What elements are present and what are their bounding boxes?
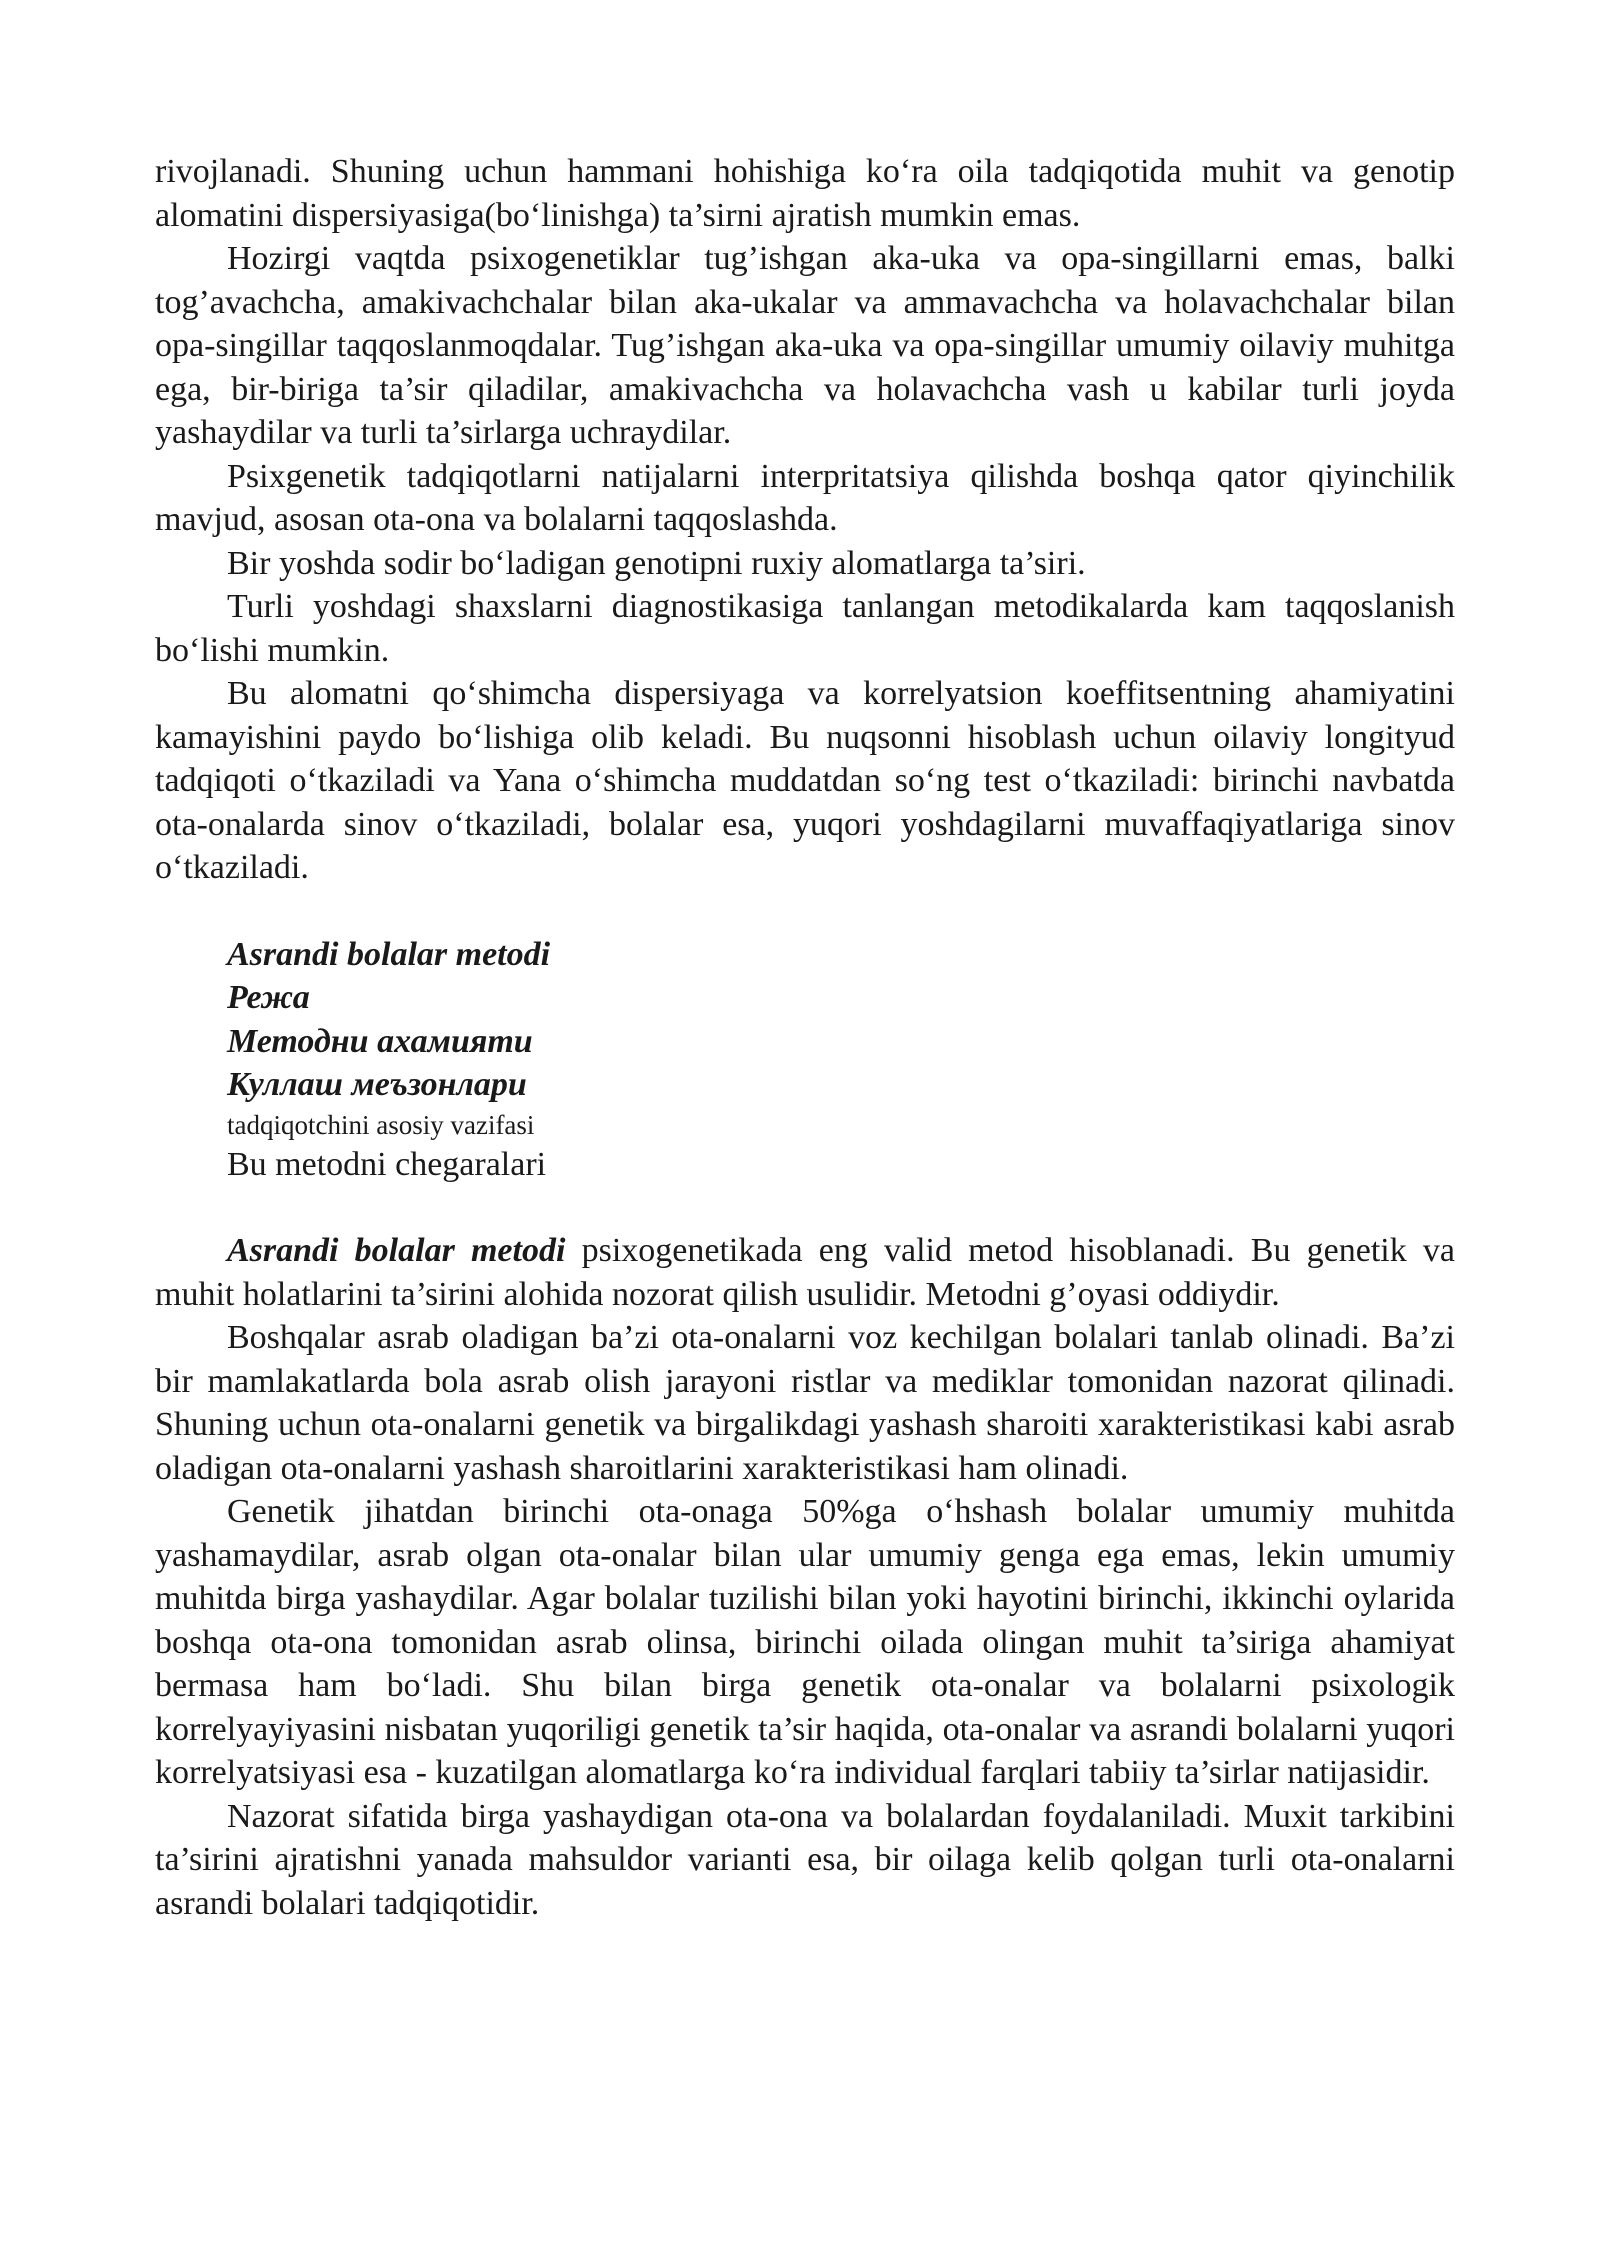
paragraph-genotype-effect: Bir yoshda sodir bo‘ladigan genotipni ruxiy alomatlarga ta’siri. xyxy=(227,544,1086,582)
paragraph-longitudinal: Bu alomatni qo‘shimcha dispersiyaga va korrelyatsion koeffitsentning ahamiyatini kamayishini paydo bo‘lishiga olib keladi. Bu nuqsonni hisoblash uchun oilaviy longityud tadqiqoti o‘tkaziladi va Yana o‘shimcha muddatdan so‘ng test o‘tkaziladi: birinchi navbatda ota-onalarda sinov o‘tkaziladi, bolalar esa, yuqori yoshdagilarni muvaffaqiyatlariga sinov o‘tkaziladi. xyxy=(155,675,1455,886)
paragraph-adoption-selection: Boshqalar asrab oladigan ba’zi ota-onalarni voz kechilgan bolalari tanlab olinadi. Ba’zi bir mamlakatlarda bola asrab olish jarayoni ristlar va mediklar tomonidan nazorat qilinadi. Shuning uchun ota-onalarni genetik va birgalikdagi yashash sharoiti xarakteristikasi kabi asrab oladigan ota-onalarni yashash sharoitlarini xarakteristikasi ham olinadi. xyxy=(155,1319,1455,1487)
section-outline xyxy=(155,933,1455,1187)
outline-item-task: tadqiqotchini asosiy vazifasi xyxy=(227,1109,535,1140)
lead-rest: psixogenetikada eng valid metod hisoblanadi. Bu genetik va muhit holatlarini ta’sirini alohida nozorat qilish usulidir. Metodni g’oyasi oddiydir. xyxy=(155,1232,1455,1313)
paragraph-comparison: Hozirgi vaqtda psixogenetiklar tug’ishgan aka-uka va opa-singillarni emas, balki tog’avachcha, amakivachchalar bilan aka-ukalar va ammavachcha va holavachchalar bilan opa-singillar taqqoslanmoqdalar. Tug’ishgan aka-uka va opa-singillar umumiy oilaviy muhitga ega, bir-biriga ta’sir qiladilar, amakivachcha va holavachcha vash u kabilar turli joyda yashaydilar va turli ta’sirlarga uchraydilar. xyxy=(155,240,1455,451)
plan-heading: Режа xyxy=(227,979,310,1016)
lead-term: Asrandi bolalar metodi xyxy=(227,1232,566,1269)
paragraph-method-intro xyxy=(155,1229,1455,1316)
document-page xyxy=(155,150,1455,1925)
spacer xyxy=(155,1186,1455,1229)
outline-item-importance: Методни ахамияти xyxy=(227,1022,533,1060)
outline-item-limits: Bu metodni chegaralari xyxy=(227,1145,547,1183)
paragraph-difficulties: Psixgenetik tadqiqotlarni natijalarni interpritatsiya qilishda boshqa qator qiyinchilik mavjud, asosan ota-ona va bolalarni taqqoslashda. xyxy=(155,457,1455,538)
paragraph-genetic-similarity: Genetik jihatdan birinchi ota-onaga 50%ga o‘hshash bolalar umumiy muhitda yashamaydilar, asrab olgan ota-onalar bilan ular umumiy genga ega emas, lekin umumiy muhitda birga yashaydilar. Agar bolalar tuzilishi bilan yoki hayotini birinchi, ikkinchi oylarida boshqa ota-ona tomonidan asrab olinsa, birinchi oilada olingan muhit ta’siriga ahamiyat bermasa ham bo‘ladi. Shu bilan birga genetik ota-onalar va bolalarni psixologik korrelyayiyasini nisbatan yuqoriligi genetik ta’sir haqida, ota-onalar va asrandi bolalarni yuqori korrelyatsiyasi esa - kuzatilgan alomatlarga ko‘ra individual farqlari tabiiy ta’sirlar natijasidir. xyxy=(155,1493,1455,1791)
section-title: Asrandi bolalar metodi xyxy=(227,935,551,973)
spacer xyxy=(155,890,1455,933)
outline-item-criteria: Куллаш меъзонлари xyxy=(227,1066,527,1103)
paragraph-diagnostics: Turli yoshdagi shaxslarni diagnostikasiga tanlangan metodikalarda kam taqqoslanish bo‘lishi mumkin. xyxy=(155,588,1455,669)
paragraph-control: Nazorat sifatida birga yashaydigan ota-ona va bolalardan foydalaniladi. Muxit tarkibini ta’sirini ajratishni yanada mahsuldor varianti esa, bir oilaga kelib qolgan turli ota-onalarni asrandi bolalari tadqiqotidir. xyxy=(155,1797,1455,1922)
paragraph-continuation: rivojlanadi. Shuning uchun hammani hohishiga ko‘ra oila tadqiqotida muhit va genotip alomatini dispersiyasiga(bo‘linishga) ta’sirni ajratish mumkin emas. xyxy=(155,153,1455,234)
